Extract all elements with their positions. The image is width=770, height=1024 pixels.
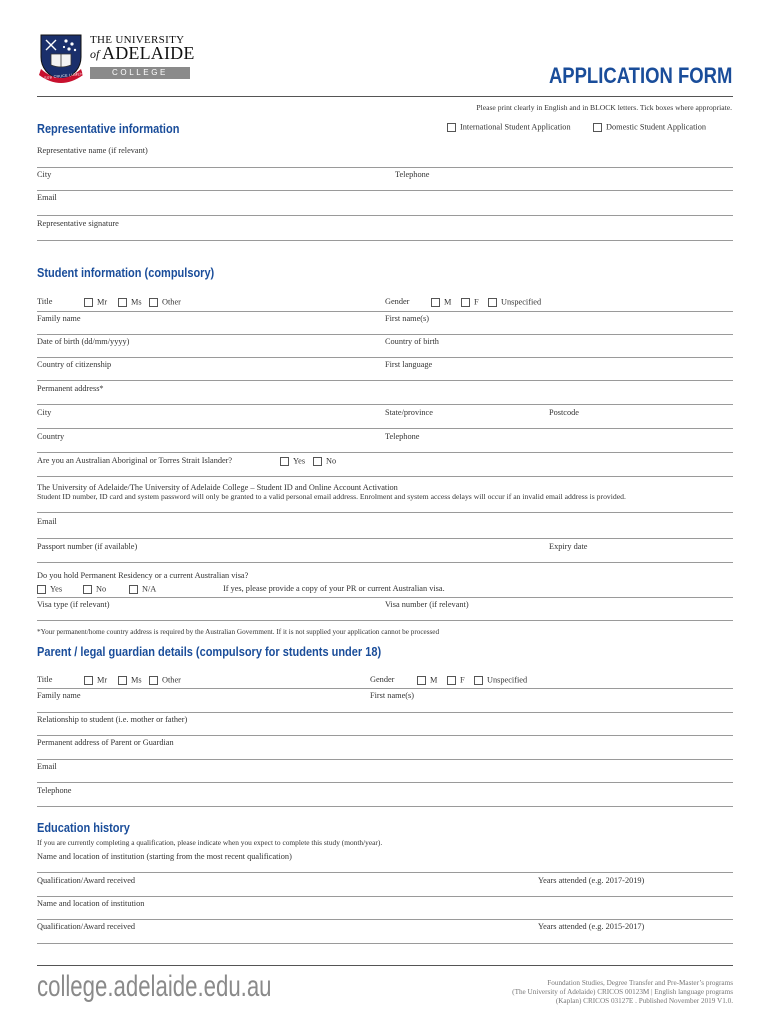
option-label: Unspecified: [501, 297, 542, 307]
checkbox-box: [447, 676, 456, 685]
logo-adelaide: ADELAIDE: [102, 43, 195, 63]
checkbox-box: [488, 298, 497, 307]
instructions: Please print clearly in English and in BLOCK letters. Tick boxes where appropriate.: [476, 103, 732, 112]
parent-title-ms-checkbox[interactable]: [118, 675, 142, 685]
logo-of: of: [90, 47, 100, 61]
rep-signature-label: Representative signature: [37, 219, 119, 228]
checkbox-box: [129, 585, 138, 594]
student-title-ms-checkbox[interactable]: [118, 297, 142, 307]
parent-email-label: Email: [37, 762, 57, 771]
parent-title-rule: [37, 688, 733, 689]
pr-question: Do you hold Permanent Residency or a current Australian visa?: [37, 571, 249, 580]
activation-notice: Student ID number, ID card and system password will only be granted to a valid personal email address. Enrolment and system access delays will occur if an invalid email address is provided.: [37, 492, 626, 501]
qualification-1-field[interactable]: [37, 896, 733, 897]
logo-college: COLLEGE: [112, 68, 168, 77]
visa-type-label: Visa type (if relevant): [37, 600, 110, 609]
representative-name-label: Representative name (if relevant): [37, 146, 148, 155]
first-names-label: First name(s): [385, 314, 430, 323]
logo-university: THE UNIVERSITY: [90, 34, 185, 46]
student-title-other-checkbox[interactable]: [149, 297, 181, 307]
college-url[interactable]: college.adelaide.edu.au: [37, 970, 272, 1003]
section-heading-parent: Parent / legal guardian details (compulsory for students under 18): [37, 645, 382, 659]
checkbox-box: [84, 298, 93, 307]
checkbox-box: [118, 298, 127, 307]
aboriginal-rule: [37, 476, 733, 477]
parent-gender-label: Gender: [370, 675, 395, 684]
parent-names-field[interactable]: [37, 712, 733, 713]
header-rule: [37, 96, 733, 97]
parent-title-mr-checkbox[interactable]: [84, 675, 107, 685]
dob-field[interactable]: [37, 357, 733, 358]
footer-line-1: Foundation Studies, Degree Transfer and Pre-Master’s programs: [547, 979, 733, 987]
relationship-label: Relationship to student (i.e. mother or father): [37, 715, 188, 724]
permanent-address-field[interactable]: [37, 404, 733, 405]
years-2-label: Years attended (e.g. 2015-2017): [538, 922, 645, 931]
checkbox-box: [313, 457, 322, 466]
country-telephone-field[interactable]: [37, 452, 733, 453]
university-logo: [38, 33, 193, 85]
parent-first-names-label: First name(s): [370, 691, 415, 700]
form-title: APPLICATION FORM: [548, 63, 732, 88]
international-application-checkbox[interactable]: [447, 122, 571, 132]
international-label: International Student Application: [460, 122, 571, 132]
family-name-label: Family name: [37, 314, 81, 323]
footer-line-3: (Kaplan) CRICOS 03127E . Published November 2019 V1.0.: [555, 997, 733, 1005]
rep-city-telephone-field[interactable]: [37, 190, 733, 191]
student-gender-label: Gender: [385, 297, 410, 306]
passport-label: Passport number (if available): [37, 542, 138, 551]
option-label: No: [96, 584, 107, 594]
aboriginal-question: Are you an Australian Aboriginal or Torres Strait Islander?: [37, 456, 233, 465]
option-label: Ms: [131, 675, 142, 685]
visa-field[interactable]: [37, 620, 733, 621]
student-email-label: Email: [37, 517, 57, 526]
pr-na-checkbox[interactable]: [129, 584, 156, 594]
institution-2-label: Name and location of institution: [37, 899, 145, 908]
years-1-label: Years attended (e.g. 2017-2019): [538, 876, 645, 885]
option-label: F: [474, 297, 479, 307]
section-heading-student: Student information (compulsory): [37, 266, 215, 280]
option-label: No: [326, 456, 337, 466]
checkbox-box: [149, 298, 158, 307]
parent-email-field[interactable]: [37, 782, 733, 783]
names-field[interactable]: [37, 334, 733, 335]
parent-address-label: Permanent address of Parent or Guardian: [37, 738, 174, 747]
option-label: Yes: [50, 584, 63, 594]
citizenship-label: Country of citizenship: [37, 360, 112, 369]
activation-rule: [37, 512, 733, 513]
pr-no-checkbox[interactable]: [83, 584, 106, 594]
rep-telephone-label: Telephone: [395, 170, 430, 179]
footer-rule: [37, 965, 733, 966]
option-label: Mr: [97, 675, 108, 685]
option-label: N/A: [142, 584, 157, 594]
parent-gender-unspecified-checkbox[interactable]: [474, 675, 527, 685]
checkbox-box: [118, 676, 127, 685]
citizenship-field[interactable]: [37, 380, 733, 381]
institution-1-label: Name and location of institution (starting from the most recent qualification): [37, 852, 292, 861]
student-title-label: Title: [37, 297, 53, 306]
visa-number-label: Visa number (if relevant): [385, 600, 469, 609]
parent-family-name-label: Family name: [37, 691, 81, 700]
pr-yes-checkbox[interactable]: [37, 584, 62, 594]
checkbox-box: [461, 298, 470, 307]
option-label: Yes: [293, 456, 306, 466]
section-heading-representative: Representative information: [37, 122, 180, 136]
checkbox-box: [280, 457, 289, 466]
postcode-label: Postcode: [549, 408, 579, 417]
parent-gender-f-checkbox[interactable]: [447, 675, 465, 685]
pr-note: If yes, please provide a copy of your PR or current Australian visa.: [223, 584, 445, 593]
student-gender-f-checkbox[interactable]: [461, 297, 479, 307]
footer-line-2: (The University of Adelaide) CRICOS 00123M | English language programs: [512, 988, 733, 996]
checkbox-box: [149, 676, 158, 685]
country-of-birth-label: Country of birth: [385, 337, 439, 346]
student-email-field[interactable]: [37, 538, 733, 539]
checkbox-box: [37, 585, 46, 594]
option-label: Other: [162, 675, 181, 685]
domestic-label: Domestic Student Application: [606, 122, 707, 132]
address-footnote: *Your permanent/home country address is required by the Australian Government. If it is not supplied your application cannot be processed: [37, 628, 440, 636]
option-label: Ms: [131, 297, 142, 307]
section-heading-education: Education history: [37, 821, 130, 835]
checkbox-box: [417, 676, 426, 685]
student-country-label: Country: [37, 432, 65, 441]
title-gender-rule: [37, 311, 733, 312]
aboriginal-yes-checkbox[interactable]: [280, 456, 305, 466]
rep-signature-field[interactable]: [37, 240, 733, 241]
representative-name-field[interactable]: [37, 167, 733, 168]
activation-heading: The University of Adelaide/The University of Adelaide College – Student ID and Online Account Activation: [37, 483, 398, 492]
option-label: Unspecified: [487, 675, 528, 685]
checkbox-box: [84, 676, 93, 685]
relationship-field[interactable]: [37, 735, 733, 736]
checkbox-box: [83, 585, 92, 594]
first-language-label: First language: [385, 360, 433, 369]
parent-gender-m-checkbox[interactable]: [417, 675, 437, 685]
aboriginal-no-checkbox[interactable]: [313, 456, 336, 466]
rep-email-label: Email: [37, 193, 57, 202]
institution-2-field[interactable]: [37, 919, 733, 920]
institution-1-field[interactable]: [37, 872, 733, 873]
rep-city-label: City: [37, 170, 52, 179]
student-gender-m-checkbox[interactable]: [431, 297, 451, 307]
domestic-application-checkbox[interactable]: [593, 122, 706, 132]
education-note: If you are currently completing a qualification, please indicate when you expect to complete this study (month/year).: [37, 838, 383, 847]
qualification-1-label: Qualification/Award received: [37, 876, 136, 885]
rep-email-field[interactable]: [37, 215, 733, 216]
qualification-2-label: Qualification/Award received: [37, 922, 136, 931]
student-city-label: City: [37, 408, 52, 417]
student-gender-unspecified-checkbox[interactable]: [488, 297, 541, 307]
option-label: M: [444, 297, 452, 307]
dob-label: Date of birth (dd/mm/yyyy): [37, 337, 130, 346]
parent-telephone-field[interactable]: [37, 806, 733, 807]
student-telephone-label: Telephone: [385, 432, 420, 441]
parent-telephone-label: Telephone: [37, 786, 72, 795]
footer-info: [512, 979, 733, 1006]
parent-title-label: Title: [37, 675, 53, 684]
expiry-date-label: Expiry date: [549, 542, 588, 551]
permanent-address-label: Permanent address*: [37, 384, 104, 393]
checkbox-box: [431, 298, 440, 307]
checkbox-box: [447, 123, 456, 132]
option-label: M: [430, 675, 438, 685]
city-state-field[interactable]: [37, 428, 733, 429]
qualification-2-field[interactable]: [37, 943, 733, 944]
student-title-mr-checkbox[interactable]: [84, 297, 107, 307]
checkbox-box: [593, 123, 602, 132]
checkbox-box: [474, 676, 483, 685]
parent-address-field[interactable]: [37, 759, 733, 760]
parent-title-other-checkbox[interactable]: [149, 675, 181, 685]
passport-field[interactable]: [37, 562, 733, 563]
option-label: Other: [162, 297, 181, 307]
pr-rule: [37, 597, 733, 598]
option-label: Mr: [97, 297, 108, 307]
motto-text: SUB CRUCE LUMEN: [43, 71, 84, 81]
state-label: State/province: [385, 408, 433, 417]
option-label: F: [460, 675, 465, 685]
